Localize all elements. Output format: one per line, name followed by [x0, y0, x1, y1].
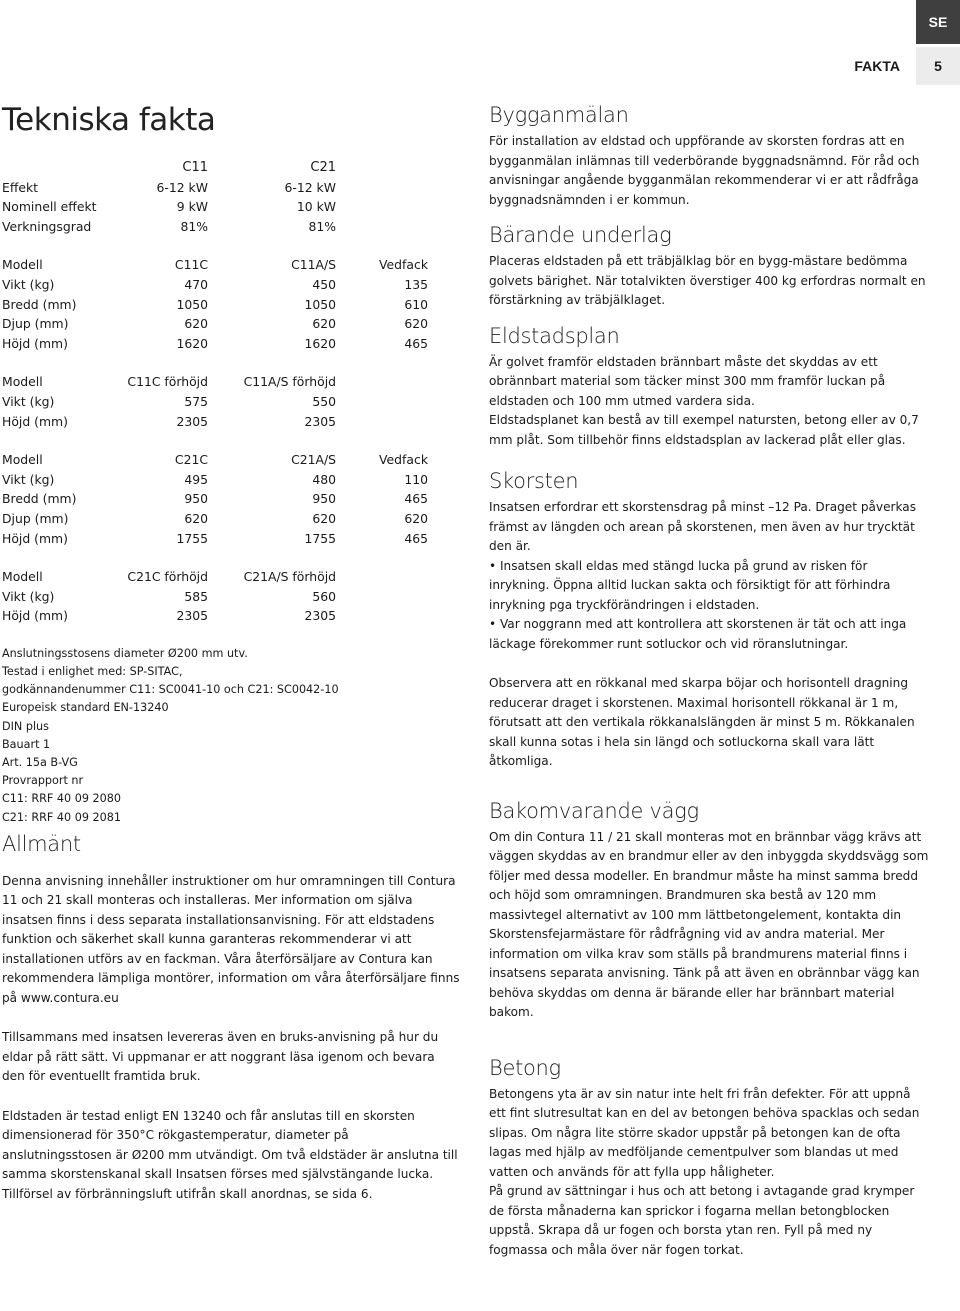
spec-cell: 495: [184, 471, 208, 487]
spec-cell: 1050: [304, 296, 336, 312]
section-paragraph: • Insatsen skall eldas med stängd lucka på grund av risken för inrykning. Öppna alltid luckan sakta och försiktigt för att förhindra inrykning pga tryckförändringen i eldstaden.: [489, 558, 891, 612]
spec-cell: Höjd (mm): [2, 608, 68, 624]
spec-cell: C11: [182, 160, 208, 175]
section-paragraph: Om din Contura 11 / 21 skall monteras mot en brännbar vägg krävs att väggen skyddas av en brandmur eller av den inbyggda skyddsvägg som följer med dessa modeller. En brandmur måste ha minst samma bredd och höjd som omramningen. Brandmuren ska bestå av 120 mm massivtegel alternativt av 100 mm lättbetongelement, kontakta din Skorstensfejarmästare för rådfrågning vid av andra material. Mer information om vilka krav som ställs på brandmurens material finns i insatsens separata anvisning. Tänk på att även en obrännbar vägg kan behöva skyddas om denna är bärande eller har brännbart material bakom.: [489, 829, 929, 1019]
spec-cell: 620: [312, 316, 336, 332]
spec-row: [0, 450, 460, 470]
spec-cell: 480: [312, 471, 336, 487]
section-eldstadsplan: [489, 319, 929, 451]
spec-cell: 81%: [308, 218, 336, 234]
section-heading: Skorsten: [489, 469, 579, 493]
spec-cell: Vedfack: [379, 257, 428, 273]
cert-line: C21: RRF 40 09 2081: [2, 810, 121, 824]
right-column: [489, 98, 929, 1266]
spec-cell: Bredd (mm): [2, 296, 77, 312]
page-header: [0, 47, 960, 85]
cert-line: Bauart 1: [2, 737, 51, 751]
spec-cell: 950: [184, 491, 208, 507]
spec-row: [0, 217, 460, 237]
section-bygganmälan: [489, 98, 929, 210]
spec-cell: 81%: [180, 218, 208, 234]
spec-cell: C11C förhöjd: [127, 374, 208, 390]
spec-cell: C21C: [174, 452, 208, 468]
section-paragraph: Placeras eldstaden på ett träbjälklag bör en bygg-mästare bedömma golvets bärighet. När totalvikten överstiger 400 kg erfordras normalt en förstärkning av träbjälklaget.: [489, 254, 926, 307]
section-paragraph: För installation av eldstad och uppförande av skorsten fordras att en bygganmälan inlämnas till vederbörande byggnadsnämnd. För råd och anvisningar angående bygganmälan rekommenderar vi er att rådfråga byggnadsnämnden i er kommun.: [489, 134, 920, 207]
cert-line: Art. 15a B-VG: [2, 756, 78, 769]
spec-cell: [336, 372, 428, 392]
spec-row: [0, 606, 460, 626]
spec-cell: Höjd (mm): [2, 413, 68, 429]
section-skorsten: [489, 464, 929, 654]
spec-cell: 450: [312, 276, 336, 292]
spec-cell: 610: [404, 296, 428, 312]
spec-cell: [336, 606, 428, 626]
spec-cell: Höjd (mm): [2, 335, 68, 351]
cert-line: Anslutningsstosens diameter Ø200 mm utv.: [2, 646, 248, 660]
cert-line: DIN plus: [2, 719, 49, 733]
spec-cell: 1620: [304, 335, 336, 351]
spec-cell: C21A/S: [291, 452, 336, 468]
spec-row: [0, 295, 460, 315]
spec-row: [0, 275, 460, 295]
spec-cell: 2305: [304, 608, 336, 624]
spec-row: [0, 255, 460, 275]
spec-block: [0, 255, 460, 353]
spec-row: [0, 334, 460, 354]
spec-row: [0, 158, 460, 178]
spec-cell: 135: [404, 276, 428, 292]
section-skorsten-continued: [489, 674, 929, 772]
section-paragraph: På grund av sättningar i hus och att betong i avtagande grad krymper de första månaderna kan sprickor i fogarna mellan betongblocken uppstå. Skrapa då ur fogen och borsta ytan ren. Fyll på med ny fogmassa och måla över när fogen torkat.: [489, 1184, 915, 1257]
section-paragraph: Observera att en rökkanal med skarpa böjar och horisontell dragning reducerar draget i skorstenen. Maximal horisontell rökkanal är 1 m, förutsatt att den vertikala rökkanalslängden är minst 5 m. Rökkanalen skall kunna sotas i hela sin längd och sotluckorna skall vara lätt åtkomliga.: [489, 676, 915, 768]
spec-cell: 560: [312, 588, 336, 604]
section-heading: Bärande underlag: [489, 223, 672, 247]
spec-cell: Höjd (mm): [2, 530, 68, 546]
spec-block: [0, 158, 460, 236]
cert-line: godkännandenummer C11: SC0041-10 och C21: SC0042-10: [2, 683, 339, 697]
section-heading: Bakomvarande vägg: [489, 798, 699, 823]
spec-row: [0, 470, 460, 490]
spec-row: [0, 314, 460, 334]
section-paragraph: Eldstadsplanet kan bestå av till exempel natursten, betong eller av 0,7 mm plåt. Som tillbehör finns eldstadsplan av lackerad plåt eller glas.: [489, 413, 919, 447]
spec-cell: 2305: [176, 608, 208, 624]
spec-cell: [336, 197, 428, 217]
spec-cell: 2305: [176, 413, 208, 429]
spec-cell: [336, 158, 428, 178]
spec-cell: 465: [404, 335, 428, 351]
spec-cell: 620: [404, 316, 428, 332]
spec-cell: 9 kW: [176, 199, 208, 215]
cert-line: Europeisk standard EN-13240: [2, 701, 169, 715]
spec-cell: 585: [184, 588, 208, 604]
spec-block: [0, 567, 460, 626]
spec-cell: 1755: [176, 530, 208, 546]
allmant-heading: Allmänt: [2, 831, 81, 856]
cert-line: C11: RRF 40 09 2080: [2, 792, 121, 806]
spec-cell: 620: [184, 510, 208, 526]
spec-cell: Bredd (mm): [2, 491, 77, 507]
spec-cell: 1755: [304, 530, 336, 546]
section-paragraph: • Var noggrann med att kontrollera att skorstenen är tät och att inga läckage förekommer runt sotluckor och vid röranslutningar.: [489, 617, 907, 651]
spec-cell: Modell: [2, 374, 43, 390]
section-bakomvarande-vägg: [489, 794, 929, 1023]
spec-cell: [336, 567, 428, 587]
spec-cell: C21A/S förhöjd: [243, 569, 336, 585]
spec-cell: 620: [184, 316, 208, 332]
spec-cell: Vikt (kg): [2, 471, 55, 487]
spec-cell: 6-12 kW: [284, 179, 336, 195]
spec-row: [0, 529, 460, 549]
spec-cell: [0, 158, 120, 178]
spec-cell: 1050: [176, 296, 208, 312]
spec-row: [0, 372, 460, 392]
spec-cell: [336, 587, 428, 607]
spec-cell: [336, 412, 428, 432]
spec-cell: Verkningsgrad: [2, 218, 92, 234]
section-paragraph: Betongens yta är av sin natur inte helt fri från defekter. För att uppnå ett fint slutresultat kan en del av betongen behöva spacklas och sedan slipas. Om några lite större skador uppstår på betongen kan de ofta lagas med hjälp av medföljande cementpulver som blandas ut med vatten och används för att fylla upp håligheter.: [489, 1086, 920, 1179]
spec-cell: 1620: [176, 335, 208, 351]
certification-info: [0, 645, 460, 827]
spec-cell: C21C förhöjd: [127, 569, 208, 585]
spec-cell: C21: [310, 160, 336, 175]
spec-row: [0, 587, 460, 607]
spec-cell: Vikt (kg): [2, 588, 55, 604]
spec-row: [0, 509, 460, 529]
page-title: Tekniska fakta: [2, 102, 216, 138]
section-betong: [489, 1051, 929, 1261]
spec-cell: C11A/S förhöjd: [243, 374, 336, 390]
section-bärande-underlag: [489, 218, 929, 311]
spec-cell: Djup (mm): [2, 316, 69, 332]
spec-cell: Modell: [2, 569, 43, 585]
spec-row: [0, 489, 460, 509]
section-heading: Bygganmälan: [489, 103, 629, 127]
spec-cell: 465: [404, 491, 428, 507]
spec-cell: Vedfack: [379, 452, 428, 468]
spec-cell: 950: [312, 491, 336, 507]
spec-cell: [336, 217, 428, 237]
left-column: [0, 95, 460, 1204]
spec-cell: Djup (mm): [2, 510, 69, 526]
spec-block: [0, 450, 460, 548]
spec-cell: [336, 392, 428, 412]
spec-cell: 2305: [304, 413, 336, 429]
spec-cell: 6-12 kW: [156, 179, 208, 195]
spec-cell: 575: [184, 393, 208, 409]
spec-row: [0, 412, 460, 432]
spec-cell: Modell: [2, 452, 43, 468]
spec-cell: C11A/S: [291, 257, 336, 273]
section-heading: Eldstadsplan: [489, 323, 620, 348]
spec-cell: Vikt (kg): [2, 276, 55, 292]
spec-cell: [336, 178, 428, 198]
spec-cell: Nominell effekt: [2, 199, 97, 215]
spec-block: [0, 372, 460, 431]
spec-cell: 550: [312, 393, 336, 409]
spec-row: [0, 392, 460, 412]
spec-cell: 620: [312, 510, 336, 526]
cert-line: Provrapport nr: [2, 774, 84, 788]
spec-table: [0, 158, 460, 626]
section-paragraph: Insatsen erfordrar ett skorstensdrag på minst –12 Pa. Draget påverkas främst av längden och arean på skorstenen, men även av hur trycktät den är.: [489, 500, 916, 553]
allmant-paragraph: Eldstaden är testad enligt EN 13240 och får anslutas till en skorsten dimensionerad för 350°C rökgastemperatur, diameter på anslutningsstosen är Ø200 mm utvändigt. Om två eldstäder är anslutna till samma skorstenskanal skall Insatsen förses med självstängande lucka. Tillförsel av förbränningsluft utifrån skall anordnas, se sida 6.: [2, 1108, 458, 1201]
allmant-body: [0, 872, 460, 1205]
spec-cell: 110: [404, 471, 428, 487]
spec-row: [0, 178, 460, 198]
page-number: 5: [916, 47, 960, 85]
spec-row: [0, 197, 460, 217]
section-label: FAKTA: [854, 58, 900, 74]
spec-cell: Vikt (kg): [2, 393, 55, 409]
spec-cell: 10 kW: [296, 199, 336, 215]
spec-cell: Modell: [2, 257, 43, 273]
cert-line: Testad i enlighet med: SP-SITAC,: [2, 665, 183, 679]
spec-cell: 620: [404, 510, 428, 526]
section-paragraph: Är golvet framför eldstaden brännbart måste det skyddas av ett obrännbart material som täcker minst 300 mm framför luckan på eldstaden och 100 mm utmed vardera sida.: [489, 354, 886, 408]
language-badge: SE: [916, 0, 960, 44]
spec-row: [0, 567, 460, 587]
section-heading: Betong: [489, 1055, 561, 1080]
spec-cell: C11C: [174, 257, 208, 273]
allmant-paragraph: Denna anvisning innehåller instruktioner om hur omramningen till Contura 11 och 21 skall monteras och installeras. Mer information om själva insatsen finns i dess separata installationsanvisning. För att eldstadens funktion och säkerhet skall kunna garanteras rekommenderar vi att installationen utförs av en fackman. Våra återförsäljare av Contura kan rekommendera lämpliga montörer, information om våra återförsäljare finns på www.contura.eu: [2, 873, 460, 1005]
spec-cell: Effekt: [2, 179, 39, 195]
spec-cell: 470: [184, 276, 208, 292]
allmant-paragraph: Tillsammans med insatsen levereras även en bruks-anvisning på hur du eldar på rätt sätt. Vi uppmanar er att noggrant läsa igenom och bevara den för eventuellt framtida bruk.: [2, 1030, 439, 1084]
spec-cell: 465: [404, 530, 428, 546]
